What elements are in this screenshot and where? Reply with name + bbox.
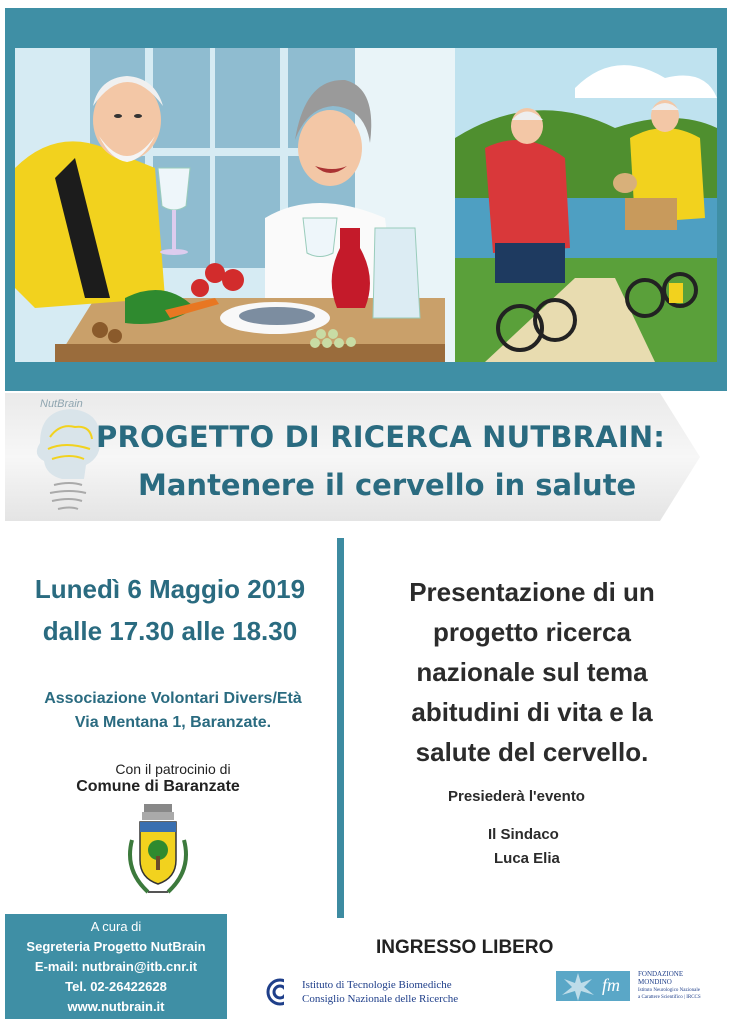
page-title: PROGETTO DI RICERCA NUTBRAIN: bbox=[96, 420, 666, 454]
itb-cnr-logo bbox=[266, 972, 476, 1012]
patronage-label: Con il patrocinio di bbox=[115, 761, 231, 777]
itb-name: Istituto di Tecnologie Biomediche bbox=[302, 979, 452, 991]
cnr-icon bbox=[266, 978, 294, 1006]
fm-line2: MONDINO bbox=[638, 978, 672, 986]
nutbrain-logo-text: NutBrain bbox=[40, 398, 83, 410]
fm-line4: a Carattere Scientifico | IRCCS bbox=[638, 995, 701, 1000]
contact-heading: A cura di bbox=[90, 919, 142, 934]
cnr-name: Consiglio Nazionale delle Ricerche bbox=[302, 993, 459, 1005]
organizer-contact-box bbox=[5, 914, 227, 1019]
page-subtitle: Mantenere il cervello in salute bbox=[138, 468, 637, 502]
chair-role: Il Sindaco bbox=[488, 826, 559, 843]
fm-line1: FONDAZIONE bbox=[638, 970, 684, 978]
description-line: Presentazione di un bbox=[409, 577, 655, 607]
contact-organizer: Segreteria Progetto NutBrain bbox=[26, 939, 206, 954]
hero-illustration bbox=[15, 48, 717, 368]
patronage-name: Comune di Baranzate bbox=[76, 778, 240, 795]
fondazione-mondino-logo bbox=[556, 968, 716, 1008]
venue-name: Associazione Volontari Divers/Età bbox=[44, 690, 302, 707]
chair-label: Presiederà l'evento bbox=[448, 788, 585, 805]
description-line: salute del cervello. bbox=[415, 737, 649, 767]
description-line: abitudini di vita e la bbox=[411, 697, 653, 727]
contact-phone: Tel. 02-26422628 bbox=[65, 979, 167, 994]
description-line: progetto ricerca bbox=[433, 617, 631, 647]
fm-initials: fm bbox=[602, 975, 620, 995]
description-line: nazionale sul tema bbox=[416, 657, 648, 687]
event-time: dalle 17.30 alle 18.30 bbox=[42, 616, 298, 646]
kitchen-and-cycling-illustration bbox=[15, 48, 717, 362]
chair-name: Luca Elia bbox=[494, 850, 560, 867]
nutbrain-logo bbox=[20, 393, 110, 521]
star-icon bbox=[556, 971, 600, 1001]
venue-address: Via Mentana 1, Baranzate. bbox=[74, 714, 272, 731]
contact-email[interactable]: E-mail: nutbrain@itb.cnr.it bbox=[34, 959, 198, 974]
baranzate-crest-icon bbox=[118, 800, 198, 902]
event-description bbox=[372, 572, 692, 772]
fm-line3: Istituto Neurologico Nazionale bbox=[638, 988, 700, 993]
admission-text: INGRESSO LIBERO bbox=[376, 937, 554, 958]
contact-website[interactable]: www.nutbrain.it bbox=[67, 999, 165, 1014]
event-date: Lunedì 6 Maggio 2019 bbox=[34, 574, 306, 604]
